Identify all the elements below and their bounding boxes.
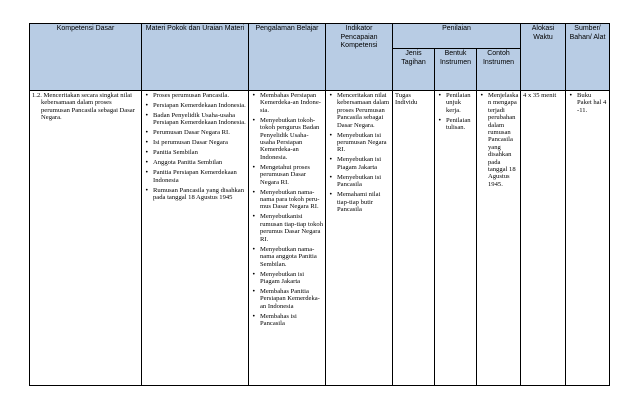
cell-pengalaman-belajar bbox=[249, 91, 326, 386]
materi-list bbox=[144, 92, 246, 202]
list-item: • Panitia Sembilan bbox=[153, 149, 246, 156]
syllabus-table bbox=[29, 23, 610, 386]
bentuk-instrumen-list bbox=[437, 92, 474, 132]
list-item: • Anggota Panitia Sembilan bbox=[153, 159, 246, 166]
list-item: • Perumusan Dasar Negara RI. bbox=[153, 129, 246, 136]
list-item: • Buku Paket hal 4 -11. bbox=[577, 92, 607, 114]
list-item: • Mengetahui proses perumusan Dasar Negara RI. bbox=[260, 164, 323, 186]
indikator-list bbox=[328, 92, 390, 213]
list-item: • Menjelaska n mengapa terjadi perubahan dalam rumusan Pancasila yang disahkan pada tanggal 18 Agustus 1945. bbox=[488, 92, 518, 188]
header-pengalaman-belajar: Pengalaman Belajar bbox=[249, 24, 326, 91]
header-materi: Materi Pokok dan Uraian Materi bbox=[142, 24, 249, 91]
list-item: • Menceritakan nilai kebersamaan dalam proses Perumusan Pancasila sebagai Dasar Negara. bbox=[337, 92, 390, 129]
pengalaman-list bbox=[251, 92, 323, 328]
cell-indikator bbox=[326, 91, 393, 386]
list-item: • Penilaian tulisan. bbox=[446, 117, 474, 132]
list-item: • Menyebutkanisi rumusan tiap-tiap tokoh perumus Dasar Negara RI. bbox=[260, 213, 323, 243]
header-kompetensi-dasar: Kompetensi Dasar bbox=[30, 24, 142, 91]
header-penilaian: Penilaian bbox=[393, 24, 521, 49]
cell-contoh-instrumen bbox=[477, 91, 521, 386]
list-item: • Panitia Persiapan Kemerdekaan Indonesia bbox=[153, 169, 246, 184]
header-alokasi-waktu: Alokasi Waktu bbox=[521, 24, 566, 91]
contoh-instrumen-list bbox=[479, 92, 518, 188]
header-sumber: Sumber/ Bahan/ Alat bbox=[566, 24, 610, 91]
cell-kompetensi-dasar bbox=[30, 91, 142, 386]
header-indikator: Indikator Pencapaian Kompetensi bbox=[326, 24, 393, 91]
cell-sumber bbox=[566, 91, 610, 386]
list-item: • Membahas Panitia Persiapan Kemerdeka-an Indonesia bbox=[260, 288, 323, 310]
list-item: • Menyebutkan isi Piagam Jakarta bbox=[260, 271, 323, 286]
list-item: • Menyebutkan tokoh-tokoh pengurus Badan Penyelidik Usaha-usaha Persiapan Kemerdeka-an Indonesia. bbox=[260, 117, 323, 161]
table-row bbox=[30, 91, 610, 386]
sumber-list bbox=[568, 92, 607, 114]
list-item: • Proses perumusan Pancasila. bbox=[153, 92, 246, 99]
cell-alokasi-waktu: 4 x 35 menit bbox=[521, 91, 566, 386]
list-item: • Penilaian unjuk kerja. bbox=[446, 92, 474, 114]
list-item: • Persiapan Kemerdekaan Indonesia. bbox=[153, 102, 246, 109]
header-jenis-tagihan: Jenis Tagihan bbox=[393, 49, 435, 91]
header-contoh-instrumen: Contoh Instrumen bbox=[477, 49, 521, 91]
list-item: • Isi perumusan Dasar Negara bbox=[153, 139, 246, 146]
cell-bentuk-instrumen bbox=[435, 91, 477, 386]
list-item: • Rumusan Pancasila yang disahkan pada tanggal 18 Agustus 1945 bbox=[153, 187, 246, 202]
list-item: • Menyebutkan nama-nama anggota Panitia Sembilan. bbox=[260, 246, 323, 268]
cell-jenis-tagihan: Tugas Individu bbox=[393, 91, 435, 386]
list-item: • Menyebutkan isi Pancasila bbox=[337, 174, 390, 189]
list-item: • Membahas Persiapan Kemerdeka-an Indone-sia. bbox=[260, 92, 323, 114]
cell-materi bbox=[142, 91, 249, 386]
list-item: • Menyebutkan isi perumusan Negara RI. bbox=[337, 132, 390, 154]
list-item: • Badan Penyelidik Usaha-usaha Persiapan Kemerdekaan Indonesia. bbox=[153, 112, 246, 127]
header-bentuk-instrumen: Bentuk Instrumen bbox=[435, 49, 477, 91]
kompetensi-dasar-text: 1.2. Menceritakan secara singkat nilai kebersamaan dalam proses perumusan Pancasila sebagai Dasar Negara. bbox=[32, 92, 135, 122]
list-item: • Memahami nilai tiap-tiap butir Pancasila bbox=[337, 191, 390, 213]
list-item: • Membahas isi Pancasila bbox=[260, 313, 323, 328]
list-item: • Menyebutkan nama-nama para tokoh peru-mus Dasar Negara RI. bbox=[260, 189, 323, 211]
list-item: • Menyebutkan isi Piagam Jakarta bbox=[337, 156, 390, 171]
